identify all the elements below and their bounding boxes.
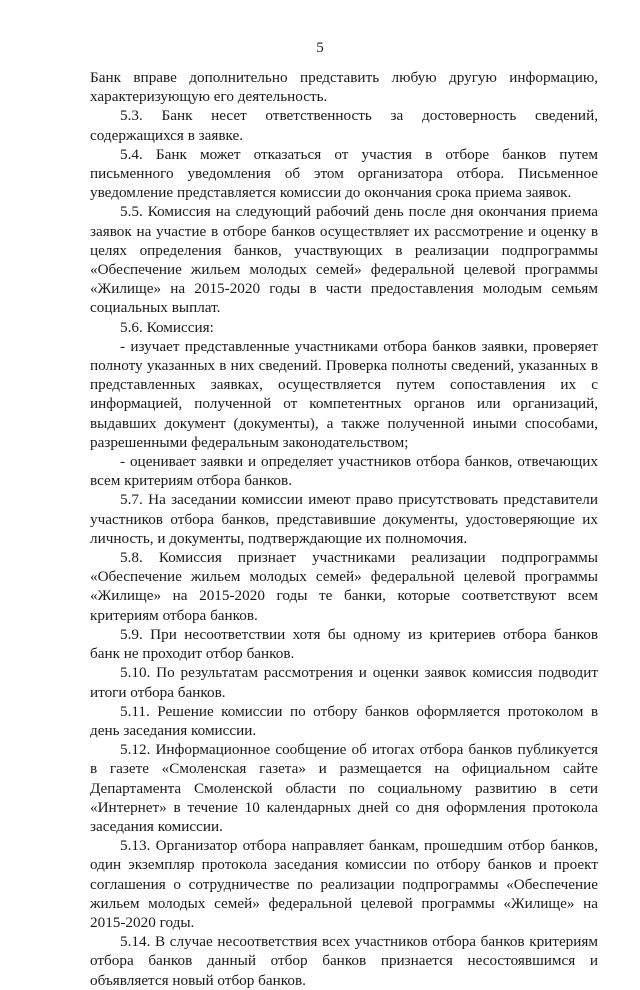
document-body (90, 68, 598, 990)
paragraph-5-3: 5.3. Банк несет ответственность за достоверность сведений, содержащихся в заявке. (90, 107, 598, 144)
paragraph-5-8: 5.8. Комиссия признает участниками реализации подпрограммы «Обеспечение жильем молодых семей» федеральной целевой программы «Жилище» на 2015-2020 годы те банки, которые соответствуют всем критериям отбора банков. (90, 549, 598, 624)
paragraph-intro: Банк вправе дополнительно представить любую другую информацию, характеризующую его деятельность. (90, 69, 598, 106)
paragraph-5-6-item-1: - изучает представленные участниками отбора банков заявки, проверяет полноту указанных в них сведений. Проверка полноты сведений, указанных в представленных заявках, осуществляется путем сопоставления их с информацией, полученной от компетентных органов или организаций, выдавших документ (документы), а также полученной иными способами, разрешенными федеральным законодательством; (90, 337, 598, 451)
paragraph-5-14: 5.14. В случае несоответствия всех участников отбора банков критериям отбора банков данный отбор банков признается несостоявшимся и объявляется новый отбор банков. (90, 933, 598, 989)
page-number: 5 (316, 40, 324, 56)
paragraph-5-6-item-2: - оценивает заявки и определяет участников отбора банков, отвечающих всем критериям отбора банков. (90, 453, 598, 490)
paragraph-5-11: 5.11. Решение комиссии по отбору банков оформляется протоколом в день заседания комиссии. (90, 702, 598, 739)
paragraph-5-10: 5.10. По результатам рассмотрения и оценки заявок комиссия подводит итоги отбора банков. (90, 664, 598, 701)
paragraph-5-12: 5.12. Информационное сообщение об итогах отбора банков публикуется в газете «Смоленская газета» и размещается на официальном сайте Департамента Смоленской области по социальному развитию в сети «Интернет» в течение 10 календарных дней со дня оформления протокола заседания комиссии. (90, 741, 598, 835)
paragraph-5-13: 5.13. Организатор отбора направляет банкам, прошедшим отбор банков, один экземпляр протокола заседания комиссии по отбору банков и проект соглашения о сотрудничестве по реализации подпрограммы «Обеспечение жильем молодых семей» федеральной целевой программы «Жилище» на 2015-2020 годы. (90, 837, 598, 931)
paragraph-5-5: 5.5. Комиссия на следующий рабочий день после дня окончания приема заявок на участие в отборе банков осуществляет их рассмотрение и оценку в целях определения банков, участвующих в реализации подпрограммы «Обеспечение жильем молодых семей» федеральной целевой программы «Жилище» на 2015-2020 годы в части предоставления молодым семьям социальных выплат. (90, 203, 598, 317)
paragraph-5-6: 5.6. Комиссия: (120, 318, 214, 336)
paragraph-5-4: 5.4. Банк может отказаться от участия в отборе банков путем письменного уведомления об этом организатора отбора. Письменное уведомление представляется комиссии до окончания срока приема заявок. (90, 145, 598, 202)
paragraph-5-9: 5.9. При несоответствии хотя бы одному из критериев отбора банков банк не проходит отбор банков. (90, 625, 598, 663)
paragraph-5-7: 5.7. На заседании комиссии имеют право присутствовать представители участников отбора банков, представившие документы, удостоверяющие их личность, и документы, подтверждающие их полномочия. (90, 491, 598, 547)
